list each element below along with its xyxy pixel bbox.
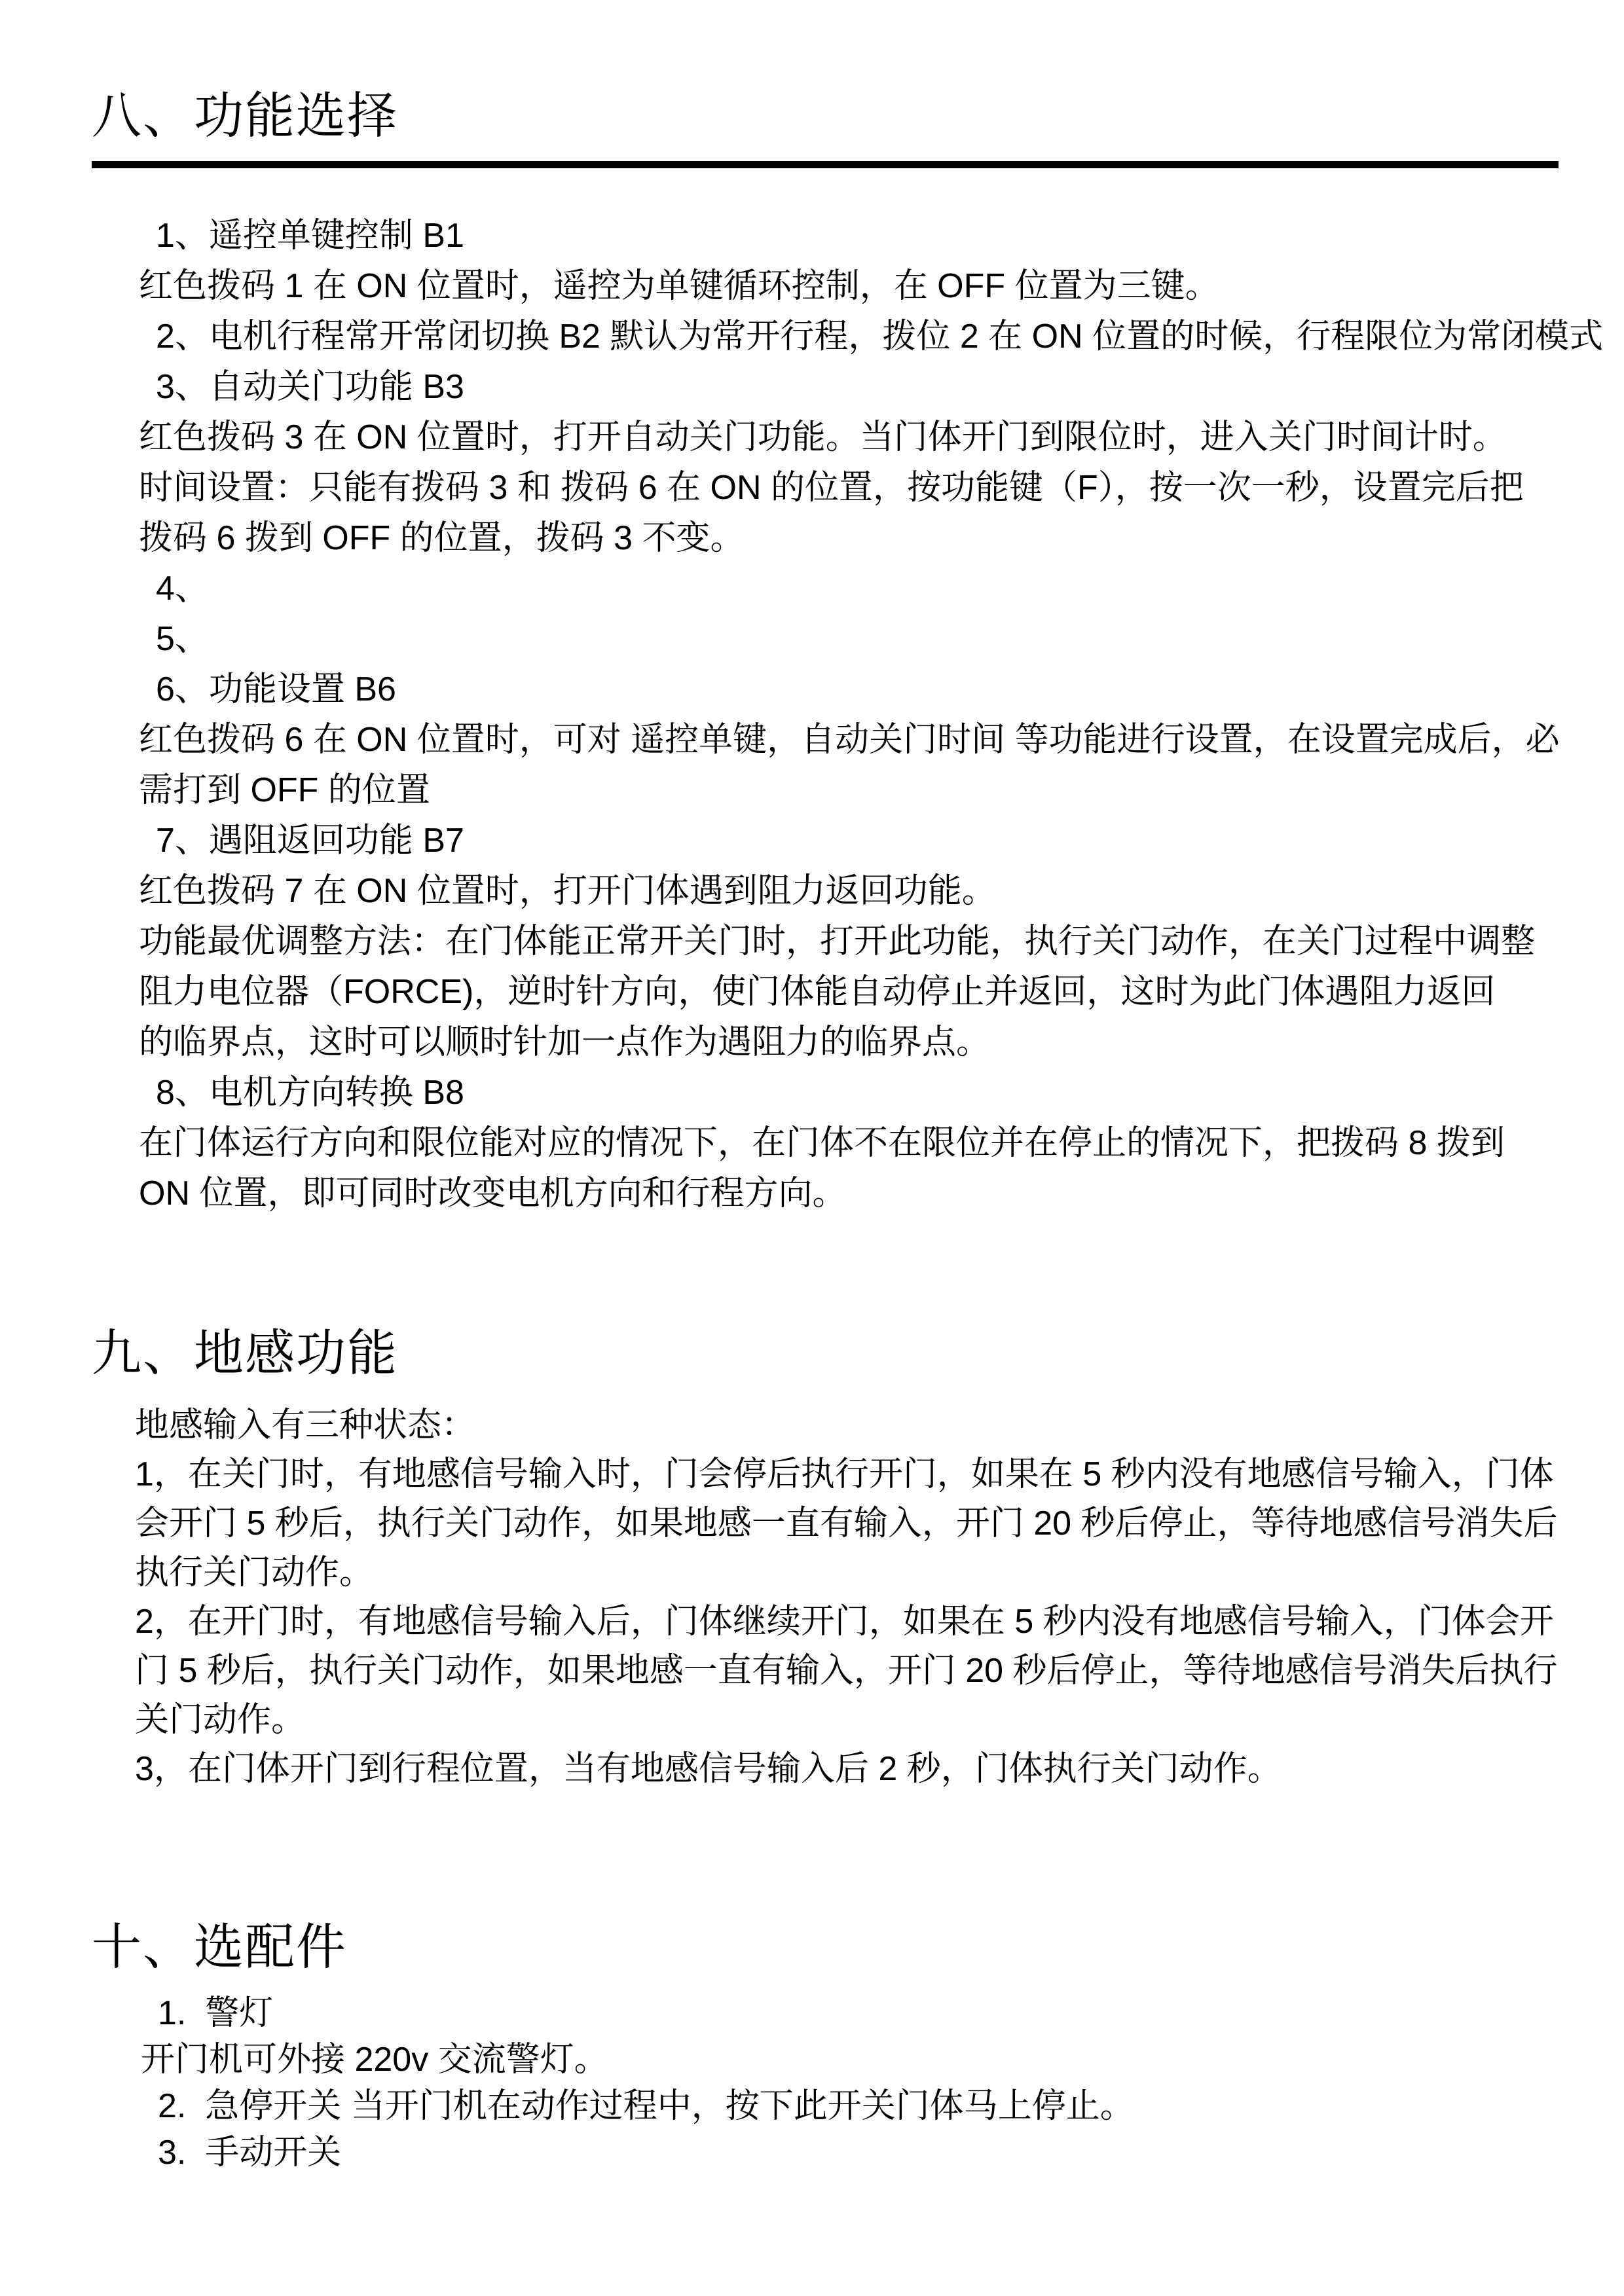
text-line: 功能最优调整方法：在门体能正常开关门时，打开此功能，执行关门动作，在关门过程中调整 [139,922,1536,960]
text-line: 关门动作。 [135,1701,306,1739]
text-line: 红色拨码 3 在 ON 位置时，打开自动关门功能。当门体开门到限位时，进入关门时间计时。 [139,418,1507,456]
text-line: 1，在关门时，有地感信号输入时，门会停后执行开门，如果在 5 秒内没有地感信号输入，门体 [135,1455,1554,1493]
text-line: 地感输入有三种状态： [135,1406,476,1444]
text-line: 时间设置：只能有拨码 3 和 拨码 6 在 ON 的位置，按功能键（F），按一次一秒，设置完后把 [139,469,1524,507]
text-line: 1. 警灯 [158,1994,274,2032]
text-line: 5、 [156,620,209,658]
text-line: 3，在门体开门到行程位置，当有地感信号输入后 2 秒，门体执行关门动作。 [135,1750,1282,1788]
text-line: 拨码 6 拨到 OFF 的位置，拨码 3 不变。 [139,519,745,557]
text-line: 红色拨码 1 在 ON 位置时，遥控为单键循环控制，在 OFF 位置为三键。 [139,267,1219,305]
section-10-heading: 十、选配件 [92,1920,347,1975]
text-line: 4、 [156,570,209,608]
text-line: 3、自动关门功能 B3 [156,368,464,406]
text-line: 开门机可外接 220v 交流警灯。 [141,2041,608,2079]
section-8-heading: 八、功能选择 [92,88,398,144]
text-line: 2、电机行程常开常闭切换 B2 默认为常开行程，拨位 2 在 ON 位置的时候，行程限位为常闭模式 [156,318,1604,355]
text-line: 3. 手动开关 [158,2134,342,2172]
text-line: 执行关门动作。 [135,1554,374,1592]
text-line: 会开门 5 秒后，执行关门动作，如果地感一直有输入，开门 20 秒后停止，等待地感信号消失后 [135,1504,1558,1542]
text-line: 2. 急停开关 当开门机在动作过程中，按下此开关门体马上停止。 [158,2087,1134,2125]
text-line: 7、遇阻返回功能 B7 [156,822,464,860]
text-line: ON 位置，即可同时改变电机方向和行程方向。 [139,1175,847,1212]
text-line: 的临界点，这时可以顺时针加一点作为遇阻力的临界点。 [139,1023,991,1061]
text-line: 红色拨码 6 在 ON 位置时，可对 遥控单键，自动关门时间 等功能进行设置，在设置完成后，必 [139,721,1560,759]
text-line: 在门体运行方向和限位能对应的情况下，在门体不在限位并在停止的情况下，把拨码 8 拨到 [139,1124,1505,1162]
text-line: 红色拨码 7 在 ON 位置时，打开门体遇到阻力返回功能。 [139,872,996,910]
text-line: 需打到 OFF 的位置 [139,771,430,809]
text-line: 6、功能设置 B6 [156,670,396,708]
section-9-body [135,1401,1558,1794]
section-8-heading-rule [92,161,1559,168]
text-line: 1、遥控单键控制 B1 [156,217,464,255]
section-10-body [141,1990,1134,2176]
text-line: 门 5 秒后，执行关门动作，如果地感一直有输入，开门 20 秒后停止，等待地感信号消失后执行 [135,1652,1558,1690]
text-line: 8、电机方向转换 B8 [156,1074,464,1112]
text-line: 2，在开门时，有地感信号输入后，门体继续开门，如果在 5 秒内没有地感信号输入，门体会开 [135,1603,1554,1641]
section-9-heading: 九、地感功能 [92,1326,398,1381]
section-8-body [139,211,1603,1219]
text-line: 阻力电位器（FORCE)，逆时针方向，使门体能自动停止并返回，这时为此门体遇阻力返回 [139,973,1496,1011]
